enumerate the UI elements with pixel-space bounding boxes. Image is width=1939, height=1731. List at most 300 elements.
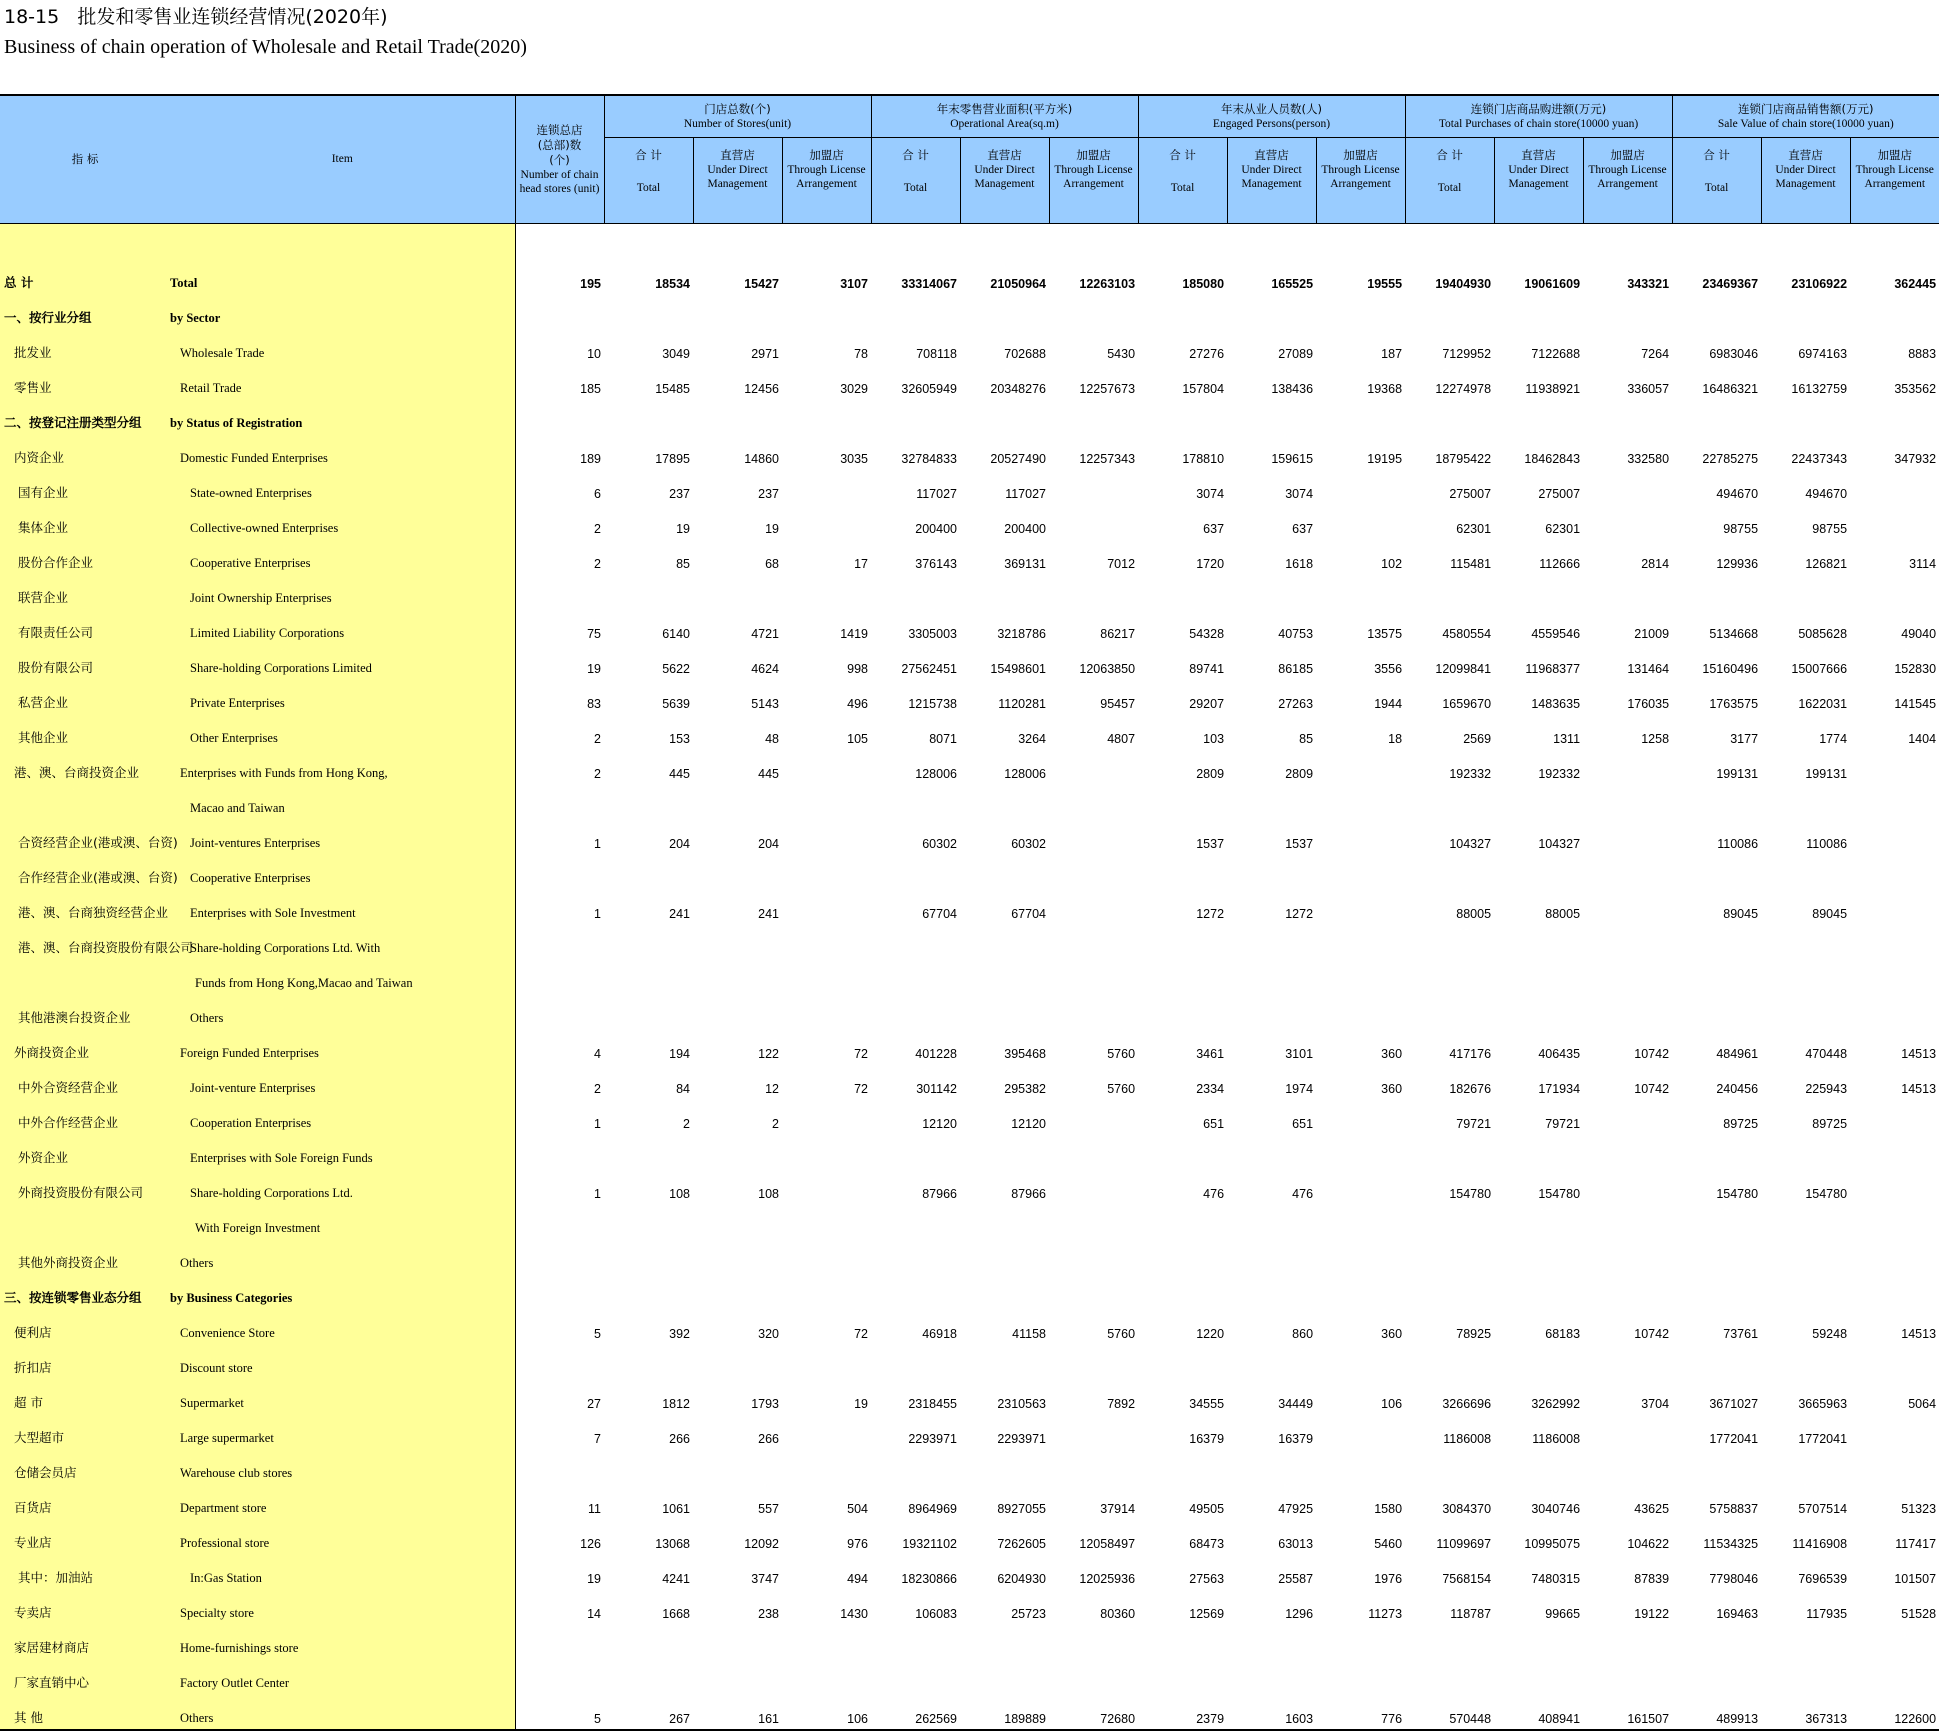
value-cell: 153 bbox=[669, 731, 690, 746]
value-cell bbox=[1672, 294, 1761, 329]
value-cell bbox=[1405, 1344, 1494, 1379]
value-cell bbox=[1583, 1659, 1672, 1694]
value-cell bbox=[1761, 294, 1850, 329]
value-cell: 15160496 bbox=[1702, 661, 1759, 676]
row-label-en: Factory Outlet Center bbox=[170, 1659, 515, 1694]
value-cell bbox=[1672, 924, 1761, 959]
value-cell bbox=[1227, 1134, 1316, 1169]
value-cell: 32605949 bbox=[901, 381, 957, 396]
value-cell bbox=[1405, 994, 1494, 1029]
value-cell: 336057 bbox=[1627, 381, 1670, 396]
area-group-header: 年末零售营业面积(平方米) Operational Area(sq.m) bbox=[871, 95, 1138, 137]
value-cell bbox=[782, 1414, 871, 1449]
value-cell: 1311 bbox=[1553, 731, 1581, 746]
value-cell: 40753 bbox=[1278, 626, 1314, 641]
table-row bbox=[0, 854, 1939, 889]
value-cell: 48 bbox=[765, 731, 779, 746]
value-cell: 5 bbox=[594, 1326, 601, 1341]
value-cell bbox=[1583, 959, 1672, 994]
value-cell bbox=[604, 1659, 693, 1694]
value-cell: 1812 bbox=[662, 1396, 690, 1411]
value-cell: 445 bbox=[669, 766, 690, 781]
value-cell: 195 bbox=[580, 276, 601, 291]
value-cell: 23106922 bbox=[1791, 276, 1848, 291]
value-cell: 154780 bbox=[1805, 1186, 1848, 1201]
value-cell: 2310563 bbox=[997, 1396, 1046, 1411]
value-cell bbox=[1227, 924, 1316, 959]
stores-total-header: 合 计 Total bbox=[604, 137, 693, 223]
value-cell: 1618 bbox=[1285, 556, 1314, 571]
row-label-en: Wholesale Trade bbox=[170, 329, 515, 364]
value-cell: 1186008 bbox=[1443, 1431, 1492, 1446]
value-cell bbox=[1583, 1134, 1672, 1169]
value-cell: 1603 bbox=[1227, 1694, 1316, 1730]
row-label-en: Others bbox=[170, 994, 515, 1029]
value-cell bbox=[1138, 574, 1227, 609]
value-cell: 3074 bbox=[1196, 486, 1225, 501]
table-row bbox=[0, 819, 1939, 854]
value-cell: 12120 bbox=[1011, 1116, 1046, 1131]
value-cell bbox=[693, 1344, 782, 1379]
row-label-cn: 其中：加油站 bbox=[0, 1554, 170, 1589]
row-label-en: Joint Ownership Enterprises bbox=[170, 574, 515, 609]
value-cell bbox=[1672, 399, 1761, 434]
value-cell bbox=[1494, 1204, 1583, 1239]
row-label-cn: 集体企业 bbox=[0, 504, 170, 539]
value-cell bbox=[1494, 994, 1583, 1029]
value-cell: 112666 bbox=[1539, 556, 1581, 571]
value-cell: 484961 bbox=[1716, 1046, 1759, 1061]
value-cell bbox=[1316, 1624, 1405, 1659]
value-cell: 27562451 bbox=[901, 661, 957, 676]
value-cell bbox=[1761, 1624, 1850, 1659]
value-cell: 131464 bbox=[1627, 661, 1670, 676]
value-cell: 570448 bbox=[1405, 1694, 1494, 1730]
table-row bbox=[0, 1449, 1939, 1484]
value-cell: 353562 bbox=[1894, 381, 1937, 396]
value-cell: 10995075 bbox=[1524, 1536, 1581, 1551]
value-cell: 240456 bbox=[1716, 1081, 1759, 1096]
value-cell: 159615 bbox=[1271, 451, 1314, 466]
value-cell: 5707514 bbox=[1798, 1501, 1848, 1516]
value-cell bbox=[960, 1274, 1049, 1309]
value-cell: 976 bbox=[847, 1536, 868, 1551]
value-cell: 49040 bbox=[1901, 626, 1937, 641]
value-cell: 89045 bbox=[1723, 906, 1759, 921]
row-label-en: by Status of Registration bbox=[170, 399, 515, 434]
value-cell bbox=[1583, 819, 1672, 854]
value-cell bbox=[1049, 1449, 1138, 1484]
value-cell bbox=[1316, 924, 1405, 959]
value-cell bbox=[1761, 1134, 1850, 1169]
value-cell bbox=[782, 1239, 871, 1274]
value-cell bbox=[1672, 784, 1761, 819]
row-label-en: Home-furnishings store bbox=[170, 1624, 515, 1659]
value-cell bbox=[782, 924, 871, 959]
table-row bbox=[0, 1064, 1939, 1099]
value-cell bbox=[1583, 994, 1672, 1029]
row-label-cn: 厂家直销中心 bbox=[0, 1659, 170, 1694]
value-cell: 72680 bbox=[1049, 1694, 1138, 1730]
value-cell: 367313 bbox=[1761, 1694, 1850, 1730]
value-cell: 6204930 bbox=[997, 1571, 1046, 1586]
value-cell: 19195 bbox=[1367, 451, 1403, 466]
value-cell bbox=[1049, 1134, 1138, 1169]
value-cell: 18534 bbox=[655, 276, 690, 291]
row-label-cn: 外商投资股份有限公司 bbox=[0, 1169, 170, 1204]
value-cell: 3305003 bbox=[908, 626, 957, 641]
value-cell: 80360 bbox=[1100, 1606, 1136, 1621]
value-cell: 62301 bbox=[1545, 521, 1581, 536]
table-row bbox=[0, 1274, 1939, 1309]
table-header bbox=[0, 95, 1939, 223]
value-cell: 5460 bbox=[1374, 1536, 1403, 1551]
value-cell bbox=[782, 819, 871, 854]
value-cell: 10 bbox=[587, 346, 601, 361]
value-cell: 1272 bbox=[1285, 906, 1314, 921]
row-label-en: In:Gas Station bbox=[170, 1554, 515, 1589]
value-cell: 62301 bbox=[1456, 521, 1492, 536]
value-cell bbox=[1138, 1204, 1227, 1239]
value-cell bbox=[1494, 854, 1583, 889]
value-cell bbox=[1672, 1134, 1761, 1169]
row-label-cn: 外商投资企业 bbox=[0, 1029, 170, 1064]
value-cell bbox=[1316, 504, 1405, 539]
value-cell bbox=[1227, 959, 1316, 994]
value-cell: 3029 bbox=[840, 381, 868, 396]
value-cell bbox=[1850, 1274, 1939, 1309]
value-cell: 14513 bbox=[1901, 1046, 1937, 1061]
value-cell: 7012 bbox=[1107, 556, 1136, 571]
value-cell: 2379 bbox=[1138, 1694, 1227, 1730]
value-cell: 2 bbox=[594, 766, 601, 781]
value-cell: 7264 bbox=[1641, 346, 1670, 361]
value-cell bbox=[693, 399, 782, 434]
value-cell: 200400 bbox=[915, 521, 957, 536]
value-cell bbox=[1583, 504, 1672, 539]
value-cell: 14 bbox=[587, 1606, 601, 1621]
table-row bbox=[0, 1484, 1939, 1519]
value-cell bbox=[1405, 1204, 1494, 1239]
value-cell: 68183 bbox=[1545, 1326, 1581, 1341]
value-cell: 60302 bbox=[922, 836, 957, 851]
row-label-cn: 联营企业 bbox=[0, 574, 170, 609]
row-label-cn: 其 他 bbox=[0, 1694, 170, 1730]
value-cell: 102 bbox=[1381, 556, 1403, 571]
value-cell: 192332 bbox=[1538, 766, 1581, 781]
value-cell: 95457 bbox=[1100, 696, 1136, 711]
value-cell: 106083 bbox=[915, 1606, 957, 1621]
table-row bbox=[0, 1239, 1939, 1274]
value-cell bbox=[1672, 1274, 1761, 1309]
value-cell bbox=[693, 854, 782, 889]
value-cell bbox=[1850, 1239, 1939, 1274]
value-cell: 104622 bbox=[1627, 1536, 1670, 1551]
value-cell: 476 bbox=[1203, 1186, 1225, 1201]
row-label-en: Joint-venture Enterprises bbox=[170, 1064, 515, 1099]
value-cell bbox=[1494, 784, 1583, 819]
value-cell: 401228 bbox=[915, 1046, 957, 1061]
value-cell bbox=[1049, 784, 1138, 819]
value-cell: 68 bbox=[765, 556, 779, 571]
table-row bbox=[0, 644, 1939, 679]
value-cell: 776 bbox=[1316, 1694, 1405, 1730]
row-label-en: Professional store bbox=[170, 1519, 515, 1554]
value-cell bbox=[1049, 1414, 1138, 1449]
value-cell bbox=[1227, 1239, 1316, 1274]
value-cell bbox=[1494, 1134, 1583, 1169]
value-cell: 22437343 bbox=[1791, 451, 1848, 466]
value-cell bbox=[1583, 1274, 1672, 1309]
value-cell: 16379 bbox=[1189, 1431, 1225, 1446]
value-cell: 101507 bbox=[1894, 1571, 1937, 1586]
value-cell: 1419 bbox=[840, 626, 868, 641]
value-cell bbox=[1227, 784, 1316, 819]
value-cell: 445 bbox=[758, 766, 779, 781]
value-cell: 108 bbox=[669, 1186, 690, 1201]
value-cell bbox=[515, 1274, 604, 1309]
value-cell bbox=[1672, 1239, 1761, 1274]
value-cell: 2 bbox=[772, 1116, 779, 1131]
value-cell bbox=[1761, 1659, 1850, 1694]
value-cell: 19 bbox=[587, 1571, 601, 1586]
value-cell bbox=[782, 854, 871, 889]
value-cell bbox=[1672, 994, 1761, 1029]
value-cell: 10742 bbox=[1634, 1326, 1670, 1341]
value-cell: 2293971 bbox=[997, 1431, 1046, 1446]
value-cell: 79721 bbox=[1456, 1116, 1492, 1131]
value-cell: 19 bbox=[676, 521, 690, 536]
value-cell: 1483635 bbox=[1531, 696, 1581, 711]
value-cell bbox=[1049, 294, 1138, 329]
row-label-cn: 国有企业 bbox=[0, 469, 170, 504]
table-row bbox=[0, 1554, 1939, 1589]
value-cell: 12 bbox=[765, 1081, 779, 1096]
value-cell: 108 bbox=[758, 1186, 779, 1201]
value-cell bbox=[782, 504, 871, 539]
value-cell: 2 bbox=[594, 556, 601, 571]
row-label-en: Others bbox=[170, 1239, 515, 1274]
value-cell: 3665963 bbox=[1798, 1396, 1848, 1411]
table-row bbox=[0, 1204, 1939, 1239]
value-cell: 51323 bbox=[1901, 1501, 1937, 1516]
purchases-total-header: 合 计 Total bbox=[1405, 137, 1494, 223]
value-cell: 376143 bbox=[915, 556, 957, 571]
value-cell: 14860 bbox=[744, 451, 779, 466]
value-cell bbox=[1227, 1344, 1316, 1379]
value-cell: 1772041 bbox=[1798, 1431, 1848, 1446]
value-cell bbox=[871, 959, 960, 994]
value-cell bbox=[1761, 994, 1850, 1029]
value-cell bbox=[1138, 1624, 1227, 1659]
value-cell bbox=[871, 1624, 960, 1659]
value-cell bbox=[782, 959, 871, 994]
table-row bbox=[0, 994, 1939, 1029]
row-label-cn: 家居建材商店 bbox=[0, 1624, 170, 1659]
value-cell bbox=[604, 1449, 693, 1484]
row-label-cn: 港、澳、台商投资股份有限公司 bbox=[0, 924, 170, 959]
row-label-cn: 股份有限公司 bbox=[0, 644, 170, 679]
value-cell bbox=[1049, 504, 1138, 539]
value-cell bbox=[1761, 399, 1850, 434]
value-cell bbox=[782, 1134, 871, 1169]
row-label-cn: 一、按行业分组 bbox=[0, 294, 170, 329]
row-label-cn: 二、按登记注册类型分组 bbox=[0, 399, 170, 434]
value-cell bbox=[1138, 924, 1227, 959]
value-cell: 651 bbox=[1203, 1116, 1225, 1131]
value-cell bbox=[1583, 854, 1672, 889]
value-cell: 6 bbox=[594, 486, 601, 501]
value-cell: 1061 bbox=[662, 1501, 690, 1516]
value-cell: 19061609 bbox=[1524, 276, 1581, 291]
row-label-cn bbox=[0, 1204, 170, 1239]
value-cell bbox=[1850, 1204, 1939, 1239]
row-label-cn: 便利店 bbox=[0, 1309, 170, 1344]
value-cell: 87966 bbox=[922, 1186, 957, 1201]
row-label-en: Macao and Taiwan bbox=[170, 784, 515, 819]
value-cell: 2569 bbox=[1463, 731, 1492, 746]
row-label-cn: 其他港澳台投资企业 bbox=[0, 994, 170, 1029]
table-row bbox=[0, 574, 1939, 609]
value-cell: 12274978 bbox=[1435, 381, 1492, 396]
value-cell bbox=[960, 854, 1049, 889]
value-cell bbox=[1850, 504, 1939, 539]
value-cell bbox=[1049, 1624, 1138, 1659]
row-label-cn: 专卖店 bbox=[0, 1589, 170, 1624]
stores-group-header: 门店总数(个) Number of Stores(unit) bbox=[604, 95, 871, 137]
value-cell: 3218786 bbox=[997, 626, 1046, 641]
value-cell: 25723 bbox=[1011, 1606, 1046, 1621]
row-label-cn: 中外合作经营企业 bbox=[0, 1099, 170, 1134]
value-cell: 78 bbox=[854, 346, 868, 361]
value-cell: 1186008 bbox=[1532, 1431, 1581, 1446]
value-cell: 4807 bbox=[1107, 731, 1136, 746]
value-cell: 67704 bbox=[922, 906, 957, 921]
value-cell bbox=[1761, 1274, 1850, 1309]
value-cell: 1258 bbox=[1641, 731, 1670, 746]
value-cell: 161 bbox=[693, 1694, 782, 1730]
value-cell bbox=[871, 399, 960, 434]
value-cell bbox=[693, 959, 782, 994]
value-cell bbox=[782, 1449, 871, 1484]
value-cell: 5064 bbox=[1908, 1396, 1937, 1411]
value-cell: 7480315 bbox=[1531, 1571, 1581, 1586]
value-cell: 1720 bbox=[1196, 556, 1225, 571]
value-cell: 1763575 bbox=[1709, 696, 1759, 711]
value-cell bbox=[515, 1449, 604, 1484]
value-cell: 11416908 bbox=[1792, 1536, 1848, 1551]
value-cell bbox=[1494, 294, 1583, 329]
row-label-en: by Business Categories bbox=[170, 1274, 515, 1309]
row-label-en: Enterprises with Funds from Hong Kong, bbox=[170, 749, 515, 784]
area-total-header: 合 计 Total bbox=[871, 137, 960, 223]
value-cell bbox=[1316, 1239, 1405, 1274]
value-cell bbox=[960, 959, 1049, 994]
value-cell: 2809 bbox=[1285, 766, 1314, 781]
value-cell: 15485 bbox=[655, 381, 690, 396]
value-cell: 84 bbox=[676, 1081, 690, 1096]
value-cell: 78925 bbox=[1456, 1326, 1492, 1341]
table-row bbox=[0, 364, 1939, 399]
value-cell: 68473 bbox=[1189, 1536, 1225, 1551]
row-label-en: by Sector bbox=[170, 294, 515, 329]
value-cell bbox=[515, 1344, 604, 1379]
value-cell bbox=[1138, 1449, 1227, 1484]
row-label-en: Enterprises with Sole Investment bbox=[170, 889, 515, 924]
value-cell bbox=[693, 1274, 782, 1309]
value-cell: 33314067 bbox=[901, 276, 957, 291]
sales-license-header: 加盟店 Through License Arrangement bbox=[1850, 137, 1939, 223]
value-cell: 637 bbox=[1292, 521, 1314, 536]
value-cell: 15427 bbox=[744, 276, 779, 291]
value-cell: 1622031 bbox=[1798, 696, 1848, 711]
value-cell: 476 bbox=[1292, 1186, 1314, 1201]
value-cell: 98755 bbox=[1723, 521, 1759, 536]
value-cell bbox=[515, 1204, 604, 1239]
value-cell: 88005 bbox=[1545, 906, 1581, 921]
table-row bbox=[0, 1344, 1939, 1379]
row-label-cn: 零售业 bbox=[0, 364, 170, 399]
value-cell: 157804 bbox=[1182, 381, 1225, 396]
value-cell: 392 bbox=[669, 1326, 690, 1341]
value-cell: 5760 bbox=[1107, 1046, 1136, 1061]
table-row bbox=[0, 399, 1939, 434]
value-cell: 89741 bbox=[1189, 661, 1225, 676]
value-cell bbox=[693, 784, 782, 819]
value-cell: 115481 bbox=[1450, 556, 1492, 571]
value-cell: 98755 bbox=[1812, 521, 1848, 536]
value-cell bbox=[1850, 1169, 1939, 1204]
value-cell bbox=[1850, 819, 1939, 854]
value-cell bbox=[782, 1204, 871, 1239]
value-cell: 199131 bbox=[1805, 766, 1848, 781]
value-cell: 19 bbox=[765, 521, 779, 536]
row-label-cn: 私营企业 bbox=[0, 679, 170, 714]
value-cell: 37914 bbox=[1100, 1501, 1136, 1516]
value-cell: 7129952 bbox=[1442, 346, 1492, 361]
value-cell bbox=[693, 994, 782, 1029]
value-cell: 1659670 bbox=[1442, 696, 1492, 711]
value-cell: 19122 bbox=[1634, 1606, 1670, 1621]
table-row bbox=[0, 504, 1939, 539]
value-cell bbox=[515, 1134, 604, 1169]
value-cell: 651 bbox=[1292, 1116, 1314, 1131]
value-cell bbox=[604, 399, 693, 434]
row-label-en: Share-holding Corporations Ltd. bbox=[170, 1169, 515, 1204]
value-cell: 15007666 bbox=[1791, 661, 1848, 676]
value-cell bbox=[604, 294, 693, 329]
value-cell bbox=[1405, 1274, 1494, 1309]
value-cell: 369131 bbox=[1004, 556, 1046, 571]
table-row bbox=[0, 1134, 1939, 1169]
value-cell bbox=[693, 294, 782, 329]
table-row bbox=[0, 1694, 1939, 1730]
value-cell bbox=[1316, 1414, 1405, 1449]
value-cell: 21009 bbox=[1634, 626, 1670, 641]
value-cell bbox=[1138, 294, 1227, 329]
row-label-cn: 中外合资经营企业 bbox=[0, 1064, 170, 1099]
row-label-en: Limited Liability Corporations bbox=[170, 609, 515, 644]
value-cell bbox=[871, 1274, 960, 1309]
value-cell: 51528 bbox=[1901, 1606, 1937, 1621]
value-cell bbox=[1316, 854, 1405, 889]
value-cell: 199131 bbox=[1716, 766, 1759, 781]
table-row bbox=[0, 539, 1939, 574]
value-cell bbox=[1049, 1204, 1138, 1239]
value-cell bbox=[1583, 1239, 1672, 1274]
value-cell bbox=[1672, 574, 1761, 609]
table-row bbox=[0, 1624, 1939, 1659]
